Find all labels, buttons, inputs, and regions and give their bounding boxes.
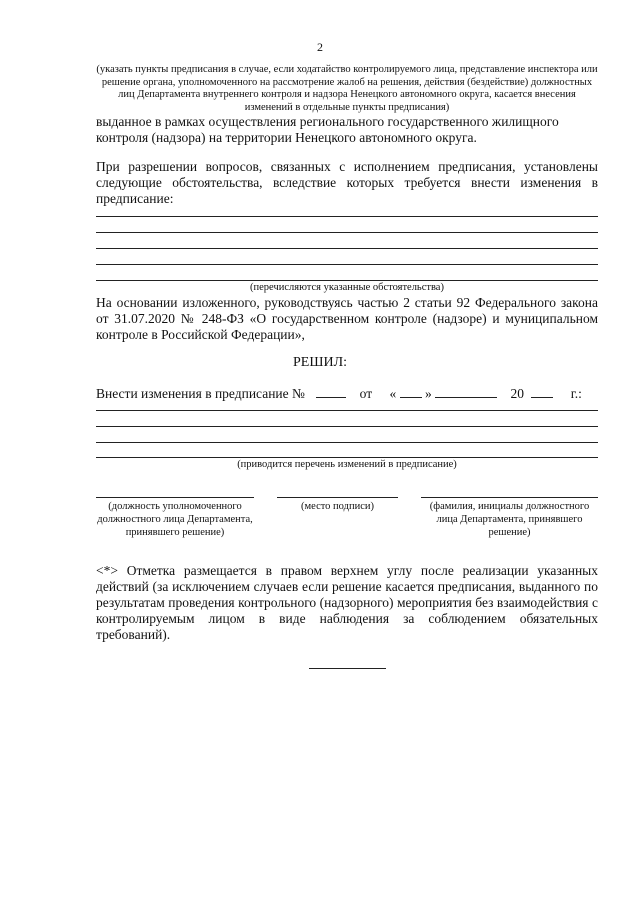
position-line (96, 497, 254, 498)
signature-caption: (место подписи) (301, 501, 374, 512)
decision-from: от (359, 386, 373, 401)
circumstances-line-4 (96, 264, 598, 265)
circumstances-line-2 (96, 232, 598, 233)
changes-line-4 (96, 457, 598, 458)
close-quote: » (425, 386, 432, 401)
intro-paragraph: выданное в рамках осуществления регионального государственного жилищного контроля (надзора) на территории Ненецкого автономного округа. (96, 114, 559, 145)
year-prefix: 20 (510, 386, 525, 401)
month-blank (435, 384, 497, 398)
page-number: 2 (317, 40, 323, 54)
circumstances-line-5 (96, 280, 598, 281)
circumstances-hint: (перечисляются указанные обстоятельства) (250, 282, 444, 293)
decision-line (96, 384, 582, 402)
circumstances-line-3 (96, 248, 598, 249)
changes-line-3 (96, 442, 598, 443)
year-suffix: г.: (570, 386, 582, 401)
decision-prefix: Внести изменения в предписание № (96, 386, 305, 401)
circumstances-paragraph: При разрешении вопросов, связанных с исполнением предписания, установлены следующие обстоятельства, вследствие которых требуется внести изменения в предписание: (96, 159, 598, 206)
signature-line (277, 497, 398, 498)
year-blank (531, 384, 553, 398)
items-hint: (указать пункты предписания в случае, если ходатайство контролируемого лица, представление инспектора или решение органа, уполномоченного на рассмотрение жалоб на решения, действия (бездействие) должностных лиц Департамента внутреннего контроля и надзора Ненецкого автономного округа, касается внесения изменений в отдельные пункты предписания) (96, 64, 598, 113)
basis-paragraph: На основании изложенного, руководствуясь частью 2 статьи 92 Федерального закона от 31.07.2020 № 248-ФЗ «О государственном контроле (надзоре) и муниципальном контроле в Российской Федерации», (96, 295, 598, 342)
end-divider (309, 668, 386, 669)
order-number-blank (316, 384, 346, 398)
circumstances-line-1 (96, 216, 598, 217)
changes-line-1 (96, 410, 598, 411)
name-caption: (фамилия, инициалы должностного лица Департамента, принявшего решение) (429, 501, 590, 538)
footnote: <*> Отметка размещается в правом верхнем углу после реализации указанных действий (за исключением случаев если решение касается предписания, выданного по результатам проведения контрольного (надзорного) мероприятия без взаимодействия с контролируемым лицом в виде наблюдения за соблюдением обязательных требований). (96, 563, 598, 642)
changes-line-2 (96, 426, 598, 427)
decision-heading: РЕШИЛ: (293, 355, 347, 370)
open-quote: « (389, 386, 397, 401)
changes-hint: (приводится перечень изменений в предписание) (237, 459, 457, 470)
day-blank (400, 384, 422, 398)
position-caption: (должность уполномоченного должностного лица Департамента, принявшего решение) (97, 501, 253, 538)
name-line (421, 497, 598, 498)
